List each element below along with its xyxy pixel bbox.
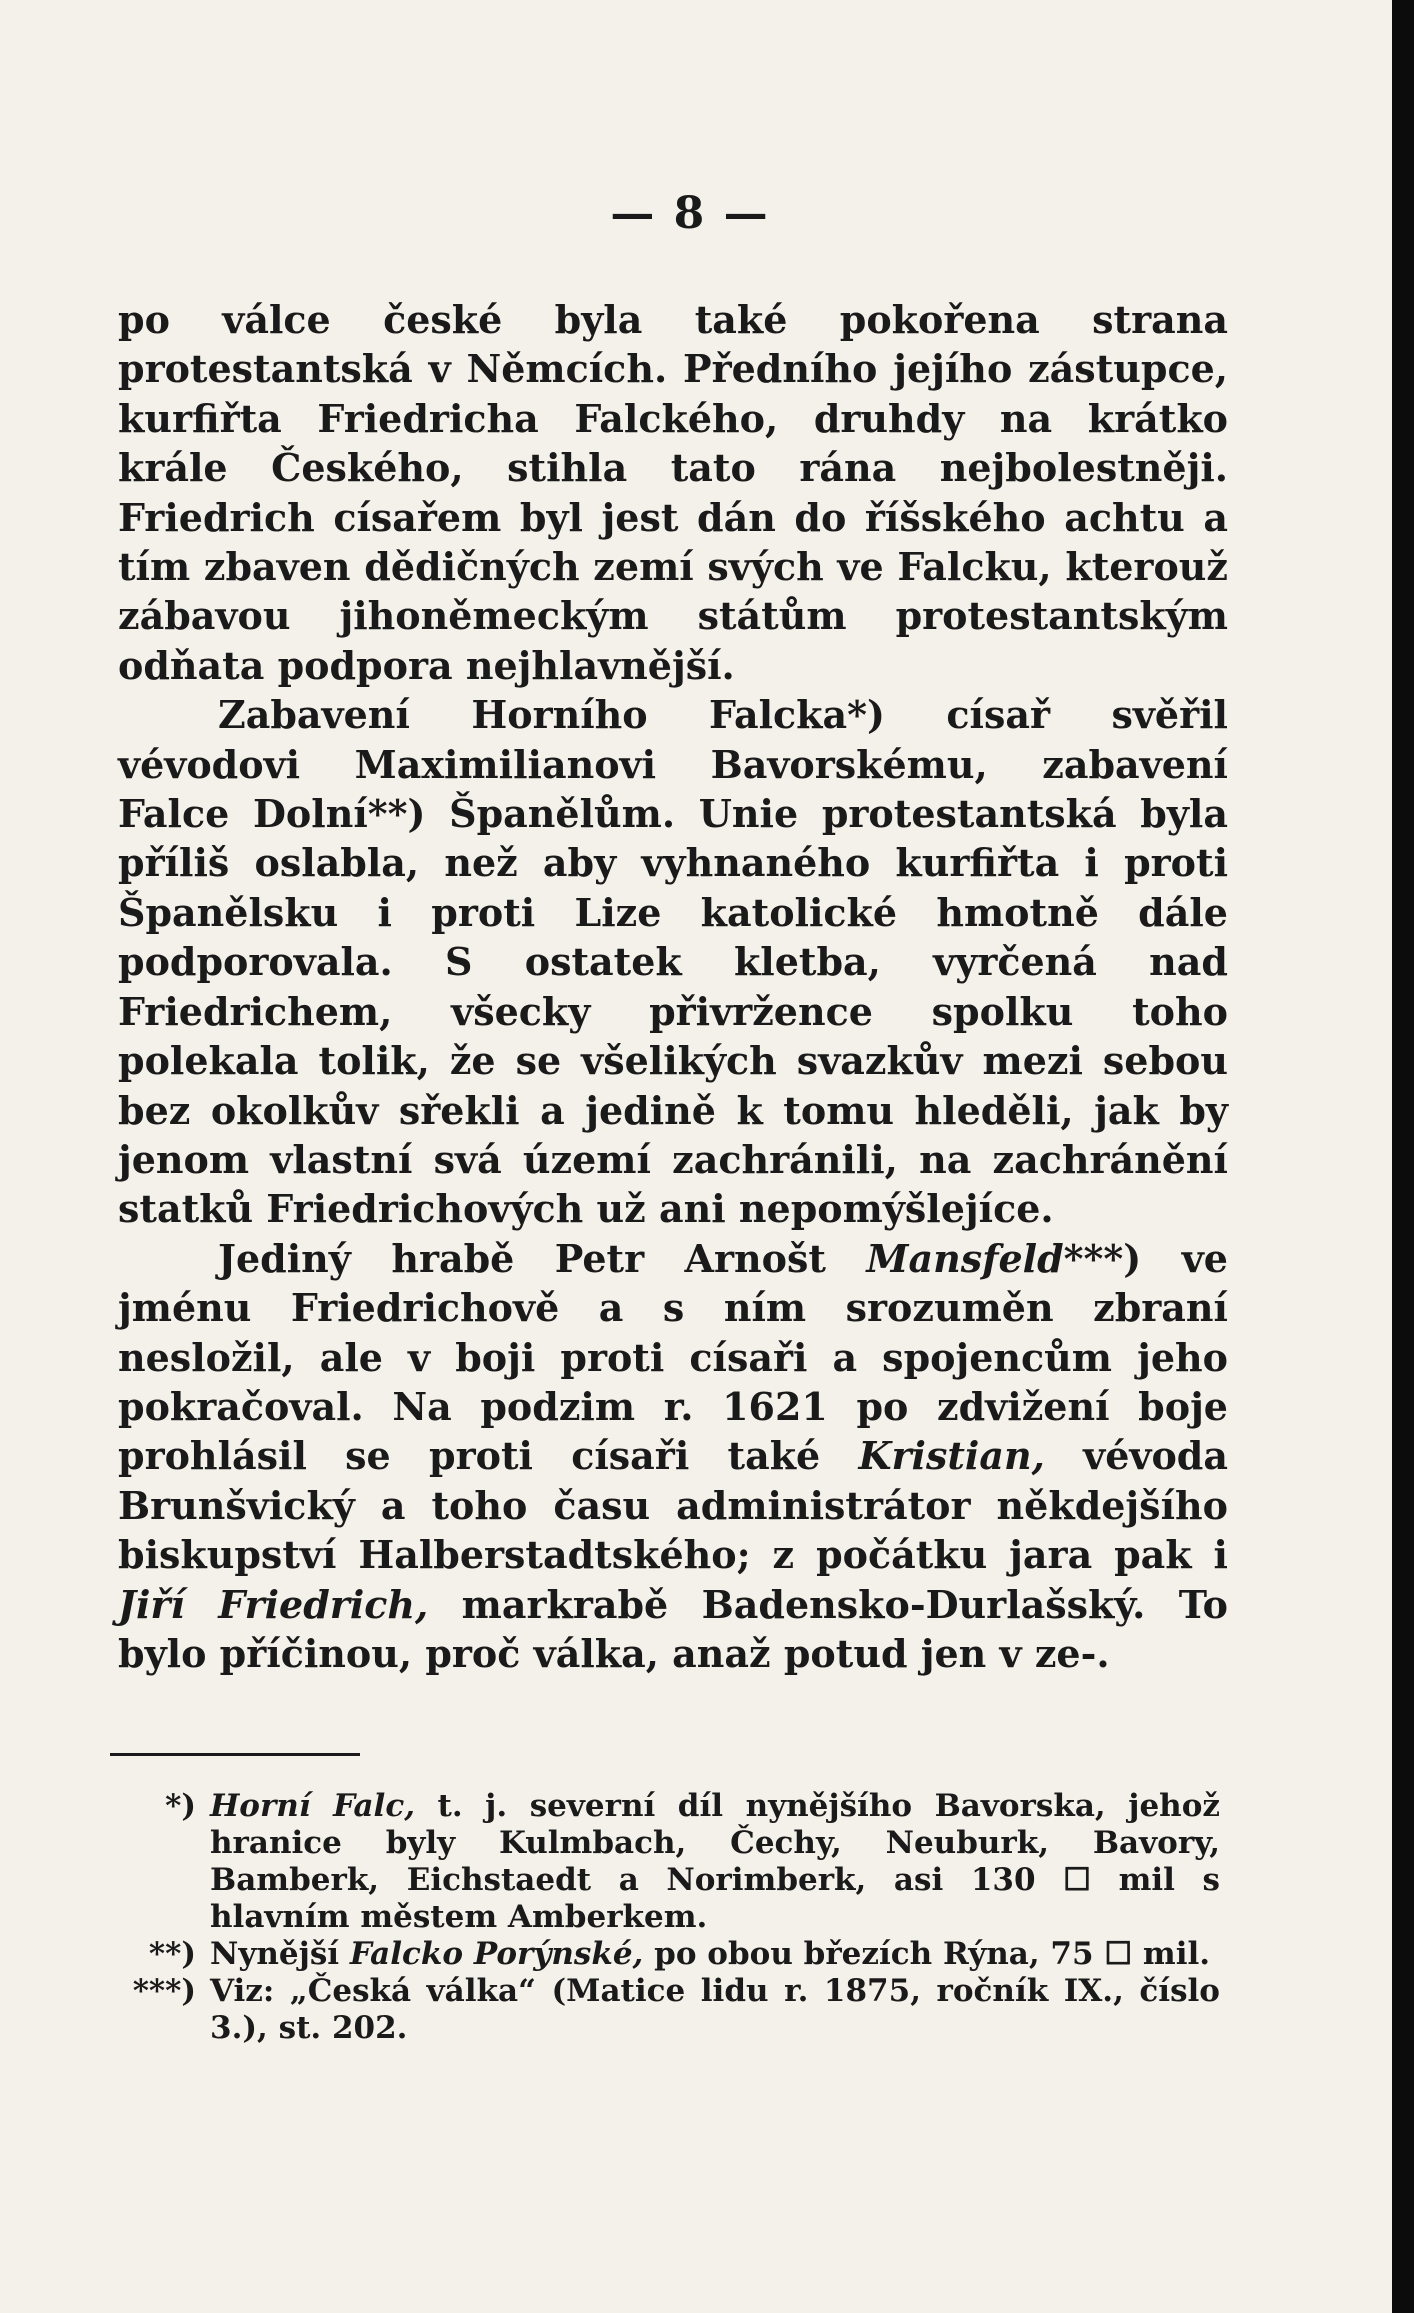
text-segment: t. j. severní díl nynějšího Bavorska, jehož hranice byly Kulmbach, Čechy, Neuburk, Bavory, Bamberk, Eichstaedt a Norimberk, asi 130 ☐ mil s hlavním městem Amberkem. [210, 1788, 1220, 1935]
italic-text: Jiří Friedrich, [118, 1581, 429, 1627]
footnote-marker: *) [165, 1788, 196, 1824]
text-segment: Nynější [210, 1936, 350, 1972]
text-segment: po válce české byla také pokořena strana protestantská v Němcích. Předního jejího zástupce, kurfiřta Friedricha Falckého, druhdy na krátko krále Českého, stihla tato rána nejbolestněji. Friedrich císařem byl jest dán do říšského achtu a tím zbaven dědičných zemí svých ve Falcku, kterouž zábavou jihoněmeckým státům protestantským odňata podpora nejhlavnější. [118, 297, 1228, 688]
italic-text: Falcko Porýnské, [349, 1936, 644, 1972]
italic-text: Kristian, [858, 1433, 1045, 1479]
text-segment: ***) ve jménu Friedrichově a s ním srozuměn zbraní nesložil, ale v boji proti císaři a spojencům jeho pokračoval. Na podzim r. 1621 po zdvižení boje prohlásil se proti císaři také [118, 1235, 1228, 1479]
footnote-marker: ***) [132, 1973, 196, 2009]
footnote [110, 1788, 1220, 1936]
footnote [110, 1936, 1220, 1973]
paragraph [118, 690, 1228, 1233]
italic-text: Horní Falc, [210, 1788, 415, 1824]
footnote-text [210, 1788, 1220, 1936]
footnotes [110, 1788, 1220, 2047]
page-number: — 8 — [610, 188, 770, 239]
paragraph [118, 1234, 1228, 1679]
page-edge-shadow [1392, 0, 1414, 2313]
footnote-text [210, 1936, 1220, 1973]
footnote-marker: **) [148, 1936, 196, 1972]
italic-text: Mansfeld [866, 1235, 1064, 1281]
text-segment: Jediný hrabě Petr Arnošt [218, 1235, 867, 1281]
text-segment: po obou březích Rýna, 75 ☐ mil. [643, 1936, 1211, 1972]
footnote-text [210, 1973, 1220, 2047]
text-segment: markrabě Badensko-Durlašský. To bylo příčinou, proč válka, anaž potud jen v ze-. [118, 1581, 1228, 1676]
text-segment: Zabavení Horního Falcka*) císař svěřil vévodovi Maximilianovi Bavorskému, zabavení Falce Dolní**) Španělům. Unie protestantská byla příliš oslabla, než aby vyhnaného kurfiřta i proti Španělsku i proti Lize katolické hmotně dále podporovala. S ostatek kletba, vyrčená nad Friedrichem, všecky přivržence spolku toho polekala tolik, že se všelikých svazkův mezi sebou bez okolkův sřekli a jedině k tomu hleděli, jak by jenom vlastní svá území zachránili, na zachránění statků Friedrichových už ani nepomýšlejíce. [118, 692, 1228, 1232]
text-segment: Viz: „Česká válka“ (Matice lidu r. 1875, ročník IX., číslo 3.), st. 202. [210, 1973, 1220, 2046]
footnote-divider [110, 1753, 360, 1756]
paragraph [118, 295, 1228, 690]
text-segment: vévoda Brunšvický a toho času administrátor někdejšího biskupství Halberstadtského; z počátku jara pak i [118, 1433, 1228, 1578]
main-text [118, 295, 1228, 1678]
footnote [110, 1973, 1220, 2047]
